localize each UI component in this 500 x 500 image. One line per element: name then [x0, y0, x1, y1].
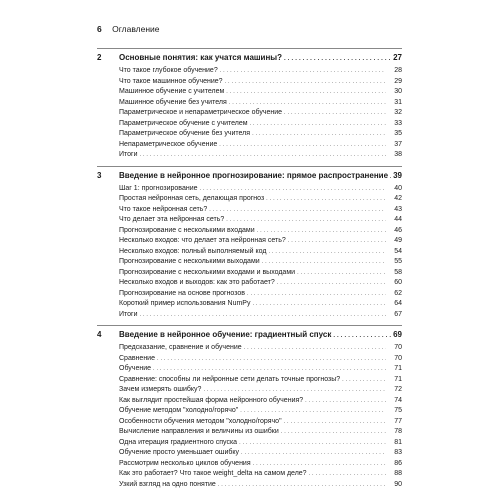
dot-leader: [284, 418, 386, 425]
section-page: 38: [394, 151, 402, 158]
dot-leader: [219, 141, 386, 148]
dot-leader: [257, 227, 386, 234]
dot-leader: [342, 376, 386, 383]
page-number: 6: [97, 24, 102, 34]
dot-leader: [244, 344, 386, 351]
section-page: 58: [394, 268, 402, 276]
section-entry[interactable]: [97, 386, 402, 397]
section-title: Прогнозирование с несколькими входами: [119, 226, 255, 234]
dot-leader: [297, 269, 386, 276]
chapter-divider: [97, 166, 402, 167]
section-page: 33: [394, 119, 402, 127]
section-page: 83: [394, 449, 402, 456]
chapter-block: [97, 171, 402, 326]
dot-leader: [333, 330, 391, 339]
dot-leader: [268, 248, 386, 255]
section-page: 29: [394, 77, 402, 85]
chapter-page: 39: [393, 170, 402, 180]
dot-leader: [218, 481, 386, 488]
section-page: 71: [394, 365, 402, 372]
section-entry[interactable]: [97, 311, 402, 322]
section-page: 35: [394, 130, 402, 137]
section-page: 42: [394, 195, 402, 202]
section-page: 32: [394, 109, 402, 116]
dot-leader: [240, 407, 386, 414]
section-title: Узкий взгляд на одно понятие: [119, 480, 216, 488]
section-title: Сравнение: [119, 354, 155, 362]
section-page: 54: [394, 247, 402, 255]
chapter-heading[interactable]: [97, 53, 402, 65]
section-page: 62: [394, 289, 402, 297]
section-title: Шаг 1: прогнозирование: [119, 184, 198, 192]
chapter-title: Введение в нейронное прогнозирование: прямое распространение: [119, 170, 389, 180]
section-entry[interactable]: [97, 130, 402, 141]
dot-leader: [262, 258, 386, 265]
section-title: Параметрическое и непараметрическое обучение: [119, 109, 283, 116]
chapter-page: 27: [393, 53, 402, 62]
section-entry[interactable]: [97, 99, 402, 110]
section-entry[interactable]: [97, 344, 402, 355]
section-title: Что такое машинное обучение?: [119, 77, 223, 85]
section-entry[interactable]: [97, 206, 402, 217]
section-title: Прогнозирование на основе прогнозов: [119, 289, 245, 297]
section-title: Прогнозирование с несколькими выходами: [119, 258, 260, 265]
section-entry[interactable]: [97, 195, 402, 206]
section-entry[interactable]: [97, 418, 402, 429]
dot-leader: [140, 151, 386, 158]
section-title: Как выглядит простейшая форма нейронного обучения?: [119, 396, 304, 404]
section-title: Итоги: [119, 310, 138, 318]
section-entry[interactable]: [97, 67, 402, 78]
dot-leader: [209, 206, 386, 213]
section-entry[interactable]: [97, 109, 402, 120]
section-page: 71: [394, 375, 402, 383]
chapter-heading[interactable]: [97, 171, 402, 183]
section-title: Обучение просто уменьшает ошибку: [119, 449, 240, 456]
section-title: Предсказание, сравнение и обучение: [119, 344, 242, 351]
section-page: 40: [394, 184, 402, 192]
section-title: Одна итерация градиентного спуска: [119, 438, 238, 446]
section-page: 72: [394, 386, 402, 393]
section-page: 31: [394, 98, 402, 106]
section-entry[interactable]: [97, 355, 402, 366]
dot-leader: [277, 279, 386, 286]
section-page: 43: [394, 205, 402, 213]
section-page: 60: [394, 279, 402, 286]
section-entry[interactable]: [97, 439, 402, 450]
dot-leader: [241, 449, 386, 456]
chapter-heading[interactable]: [97, 330, 402, 342]
section-page: 86: [394, 459, 402, 467]
section-page: 74: [394, 396, 402, 404]
section-entry[interactable]: [97, 449, 402, 460]
section-title: Обучение: [119, 365, 152, 372]
section-entry[interactable]: [97, 227, 402, 238]
section-title: Что делает эта нейронная сеть?: [119, 216, 225, 223]
section-entry[interactable]: [97, 88, 402, 99]
section-page: 81: [394, 438, 402, 446]
table-of-contents: [97, 48, 402, 495]
section-entry[interactable]: [97, 397, 402, 408]
section-page: 90: [394, 480, 402, 488]
section-title: Что такое нейронная сеть?: [119, 205, 208, 213]
section-page: 30: [394, 88, 402, 95]
section-title: Итоги: [119, 151, 138, 158]
section-title: Короткий пример использования NumPy: [119, 300, 251, 307]
section-entry[interactable]: [97, 216, 402, 227]
dot-leader: [252, 130, 386, 137]
section-page: 78: [394, 428, 402, 435]
dot-leader: [252, 300, 386, 307]
dot-leader: [250, 120, 386, 127]
section-entry[interactable]: [97, 185, 402, 196]
section-page: 28: [394, 67, 402, 74]
section-entry[interactable]: [97, 376, 402, 387]
section-page: 75: [394, 407, 402, 414]
section-title: Сравнение: способны ли нейронные сети делать точные прогнозы?: [119, 375, 341, 383]
chapter-block: [97, 330, 402, 495]
section-title: Непараметрическое обучение: [119, 140, 218, 148]
chapter-title: Введение в нейронное обучение: градиентный спуск: [119, 330, 332, 339]
section-title: Параметрическое обучение с учителем: [119, 119, 248, 127]
chapter-divider: [97, 48, 402, 49]
section-entry[interactable]: [97, 300, 402, 311]
section-entry[interactable]: [97, 407, 402, 418]
section-entry[interactable]: [97, 120, 402, 131]
section-entry[interactable]: [97, 481, 402, 492]
section-title: Зачем измерять ошибку?: [119, 386, 202, 393]
section-entry[interactable]: [97, 269, 402, 280]
section-page: 88: [394, 470, 402, 477]
page-header: [97, 24, 160, 34]
chapter-title: Основные понятия: как учатся машины?: [119, 53, 283, 62]
section-entry[interactable]: [97, 78, 402, 89]
section-page: 77: [394, 417, 402, 425]
section-entry[interactable]: [97, 141, 402, 152]
dot-leader: [157, 355, 386, 362]
section-entry[interactable]: [97, 237, 402, 248]
section-page: 49: [394, 237, 402, 244]
section-title: Что такое глубокое обучение?: [119, 67, 218, 74]
dot-leader: [390, 171, 391, 180]
dot-leader: [288, 237, 386, 244]
chapter-divider: [97, 325, 402, 326]
section-entry[interactable]: [97, 460, 402, 471]
section-title: Несколько входов: полный выполняемый код: [119, 247, 267, 255]
chapter-block: [97, 53, 402, 166]
section-entry[interactable]: [97, 365, 402, 376]
section-title: Простая нейронная сеть, делающая прогноз: [119, 195, 265, 202]
dot-leader: [203, 386, 386, 393]
dot-leader: [225, 78, 386, 85]
section-title: Параметрическое обучение без учителя: [119, 130, 251, 137]
section-title: Несколько входов и выходов: как это работает?: [119, 279, 275, 286]
section-title: Рассмотрим несколько циклов обучения: [119, 459, 251, 467]
section-title: Машинное обучение без учителя: [119, 98, 227, 106]
section-page: 64: [394, 300, 402, 307]
section-title: Прогнозирование с несколькими входами и выходами: [119, 268, 296, 276]
section-title: Особенности обучения методом "холодно/горячо": [119, 417, 282, 425]
section-entry[interactable]: [97, 248, 402, 259]
dot-leader: [220, 67, 386, 74]
section-entry[interactable]: [97, 428, 402, 439]
dot-leader: [253, 460, 386, 467]
section-title: Несколько входов: что делает эта нейронная сеть?: [119, 237, 286, 244]
dot-leader: [305, 397, 386, 404]
section-title: Вычисление направления и величины из ошибки: [119, 428, 279, 435]
dot-leader: [239, 439, 386, 446]
section-page: 70: [394, 344, 402, 351]
section-entry[interactable]: [97, 290, 402, 301]
section-page: 70: [394, 354, 402, 362]
dot-leader: [309, 470, 386, 477]
section-page: 44: [394, 216, 402, 223]
section-entry[interactable]: [97, 258, 402, 269]
dot-leader: [226, 216, 386, 223]
dot-leader: [247, 290, 386, 297]
dot-leader: [140, 311, 386, 318]
dot-leader: [153, 365, 386, 372]
section-entry[interactable]: [97, 470, 402, 481]
section-page: 46: [394, 226, 402, 234]
chapter-number: 4: [97, 330, 102, 339]
chapter-number: 2: [97, 53, 102, 62]
dot-leader: [284, 53, 391, 62]
section-title: Обучение методом "холодно/горячо": [119, 407, 239, 414]
chapter-number: 3: [97, 170, 102, 180]
section-entry[interactable]: [97, 151, 402, 162]
section-title: Как это работает? Что такое weight_delta на самом деле?: [119, 470, 307, 477]
dot-leader: [284, 109, 386, 116]
dot-leader: [200, 185, 386, 192]
chapter-page: 69: [393, 330, 402, 339]
section-title: Машинное обучение с учителем: [119, 88, 225, 95]
section-page: 55: [394, 258, 402, 265]
section-entry[interactable]: [97, 279, 402, 290]
dot-leader: [266, 195, 386, 202]
dot-leader: [226, 88, 386, 95]
dot-leader: [281, 428, 386, 435]
section-page: 67: [394, 310, 402, 318]
section-page: 37: [394, 140, 402, 148]
dot-leader: [229, 99, 386, 106]
page-title: Оглавление: [112, 24, 160, 34]
